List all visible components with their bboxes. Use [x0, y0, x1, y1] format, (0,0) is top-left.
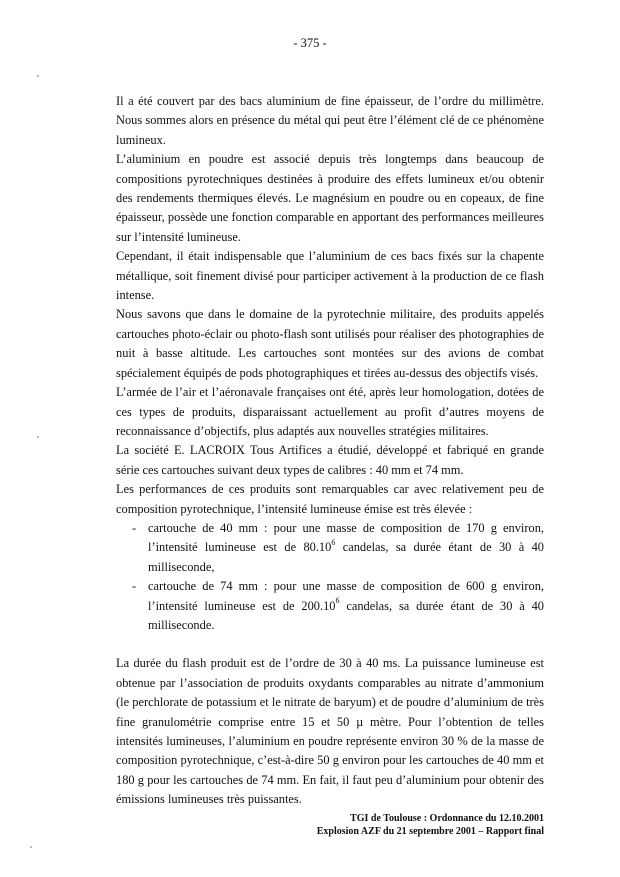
- list-item-text: cartouche de 74 mm : pour une masse de composition de 600 g environ, l’intensité lumineuse est de 200.10: [148, 579, 544, 613]
- document-body: [116, 92, 544, 810]
- paragraph-finement-divise: Cependant, il était indispensable que l’aluminium de ces bacs fixés sur la chapente métallique, soit finement divisé pour participer activement à la production de ce flash intense.: [116, 249, 544, 303]
- paragraph-performances: Les performances de ces produits sont remarquables car avec relativement peu de composition pyrotechnique, l’intensité lumineuse émise est très élevée :: [116, 482, 544, 516]
- list-item: [116, 519, 544, 577]
- list-item: [116, 577, 544, 635]
- scan-speck: [37, 436, 39, 438]
- paragraph-aluminium-poudre: L’aluminium en poudre est associé depuis très longtemps dans beaucoup de compositions pyrotechniques destinées à produire des effets lumineux et/ou obtenir des rendements thermiques élevés. Le magnésium en poudre ou en copeaux, de fine épaisseur, possède une fonction comparable en apportant des performances meilleures sur l’intensité lumineuse.: [116, 152, 544, 244]
- paragraph-armee-aeronavale: L’armée de l’air et l’aéronavale françaises ont été, après leur homologation, dotées de ces types de produits, disparaissant actuellement au profit d’autres moyens de reconnaissance d’objectifs, plus adaptés aux nouvelles stratégies militaires.: [116, 385, 544, 438]
- list-item-exponent: 6: [335, 596, 340, 606]
- footer-line-rapport: Explosion AZF du 21 septembre 2001 – Rapport final: [316, 826, 544, 837]
- scan-speck: [30, 846, 32, 848]
- page-number: - 375 -: [293, 36, 327, 50]
- paragraph-spacer: [116, 635, 544, 654]
- calibre-list: [116, 519, 544, 635]
- paragraph-aluminium-bacs: Il a été couvert par des bacs aluminium de fine épaisseur, de l’ordre du millimètre. Nous sommes alors en présence du métal qui peut être l’élément clé de ce phénomène lumineux.: [116, 94, 544, 147]
- footer-line-court: TGI de Toulouse : Ordonnance du 12.10.2001: [350, 813, 544, 824]
- scan-speck: [37, 75, 39, 77]
- footer: [317, 812, 544, 838]
- list-item-text-end: candelas, sa durée étant de 30 à 40 milliseconde,: [148, 540, 544, 574]
- list-item-exponent: 6: [331, 538, 336, 548]
- list-item-text: cartouche de 40 mm : pour une masse de composition de 170 g environ, l’intensité lumineuse est de 80.10: [148, 520, 544, 555]
- list-item-text-end: candelas, sa durée étant de 30 à 40 milliseconde.: [148, 598, 544, 632]
- paragraph-pyrotechnie-militaire: Nous savons que dans le domaine de la pyrotechnie militaire, des produits appelés cartouches photo-éclair ou photo-flash sont utilisés pour réaliser des photographies de nuit à basse altitude. Les cartouches sont montées sur des avions de combat spécialement équipés de pods photographiques et tirées au-dessus des objectifs visés.: [116, 307, 544, 380]
- paragraph-lacroix: La société E. LACROIX Tous Artifices a étudié, développé et fabriqué en grande série ces cartouches suivant deux types de calibres : 40 mm et 74 mm.: [116, 443, 544, 477]
- paragraph-duree-flash: La durée du flash produit est de l’ordre de 30 à 40 ms. La puissance lumineuse est obtenue par l’association de produits oxydants comparables au nitrate d’ammonium (le perchlorate de potassium et le nitrate de baryum) et de poudre d’aluminium de très fine granulométrie comprise entre 15 et 50 µ mètre. Pour l’obtention de telles intensités lumineuses, l’aluminium en poudre représente environ 30 % de la masse de composition pyrotechnique, c’est-à-dire 50 g environ pour les cartouches de 40 mm et 180 g pour les cartouches de 74 mm. En fait, il faut peu d’aluminium pour obtenir des émissions lumineuses très puissantes.: [116, 656, 544, 807]
